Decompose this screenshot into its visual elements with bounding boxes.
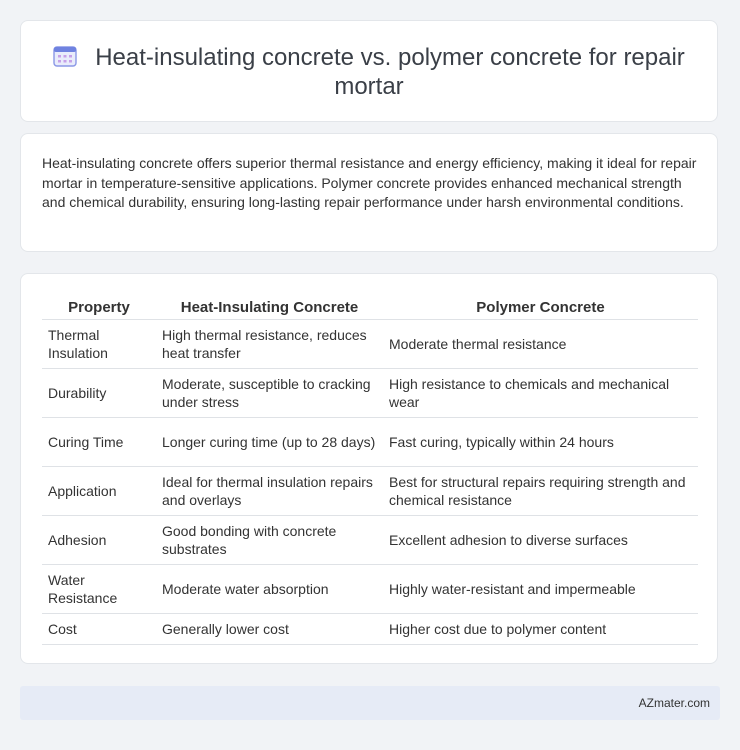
row-heat-insulating-value: Moderate water absorption bbox=[156, 565, 383, 614]
row-property: Durability bbox=[42, 369, 156, 418]
comparison-table bbox=[42, 293, 698, 645]
row-heat-insulating-value: Longer curing time (up to 28 days) bbox=[156, 418, 383, 467]
page-title-text: Heat-insulating concrete vs. polymer concrete for repair mortar bbox=[95, 44, 685, 100]
table-row bbox=[42, 565, 698, 614]
column-header-heat-insulating: Heat-Insulating Concrete bbox=[156, 293, 383, 320]
table-header-row bbox=[42, 293, 698, 320]
table-row bbox=[42, 369, 698, 418]
row-polymer-value: Moderate thermal resistance bbox=[383, 320, 698, 369]
column-header-polymer: Polymer Concrete bbox=[383, 293, 698, 320]
title-card bbox=[20, 20, 718, 122]
row-property: Water Resistance bbox=[42, 565, 156, 614]
row-polymer-value: Fast curing, typically within 24 hours bbox=[383, 418, 698, 467]
row-heat-insulating-value: Good bonding with concrete substrates bbox=[156, 516, 383, 565]
row-property: Thermal Insulation bbox=[42, 320, 156, 369]
table-row bbox=[42, 467, 698, 516]
comparison-card bbox=[20, 273, 718, 664]
row-property: Adhesion bbox=[42, 516, 156, 565]
page-title bbox=[41, 43, 697, 101]
table-row bbox=[42, 614, 698, 645]
summary-card bbox=[20, 133, 718, 252]
footer-bar bbox=[20, 686, 720, 720]
row-heat-insulating-value: Moderate, susceptible to cracking under stress bbox=[156, 369, 383, 418]
row-heat-insulating-value: Generally lower cost bbox=[156, 614, 383, 645]
row-property: Cost bbox=[42, 614, 156, 645]
row-heat-insulating-value: Ideal for thermal insulation repairs and overlays bbox=[156, 467, 383, 516]
row-property: Curing Time bbox=[42, 418, 156, 467]
title-wrap bbox=[41, 43, 697, 101]
footer-brand: AZmater.com bbox=[638, 696, 710, 710]
row-property: Application bbox=[42, 467, 156, 516]
table-row bbox=[42, 320, 698, 369]
row-polymer-value: Highly water-resistant and impermeable bbox=[383, 565, 698, 614]
summary-text: Heat-insulating concrete offers superior thermal resistance and energy efficiency, making it ideal for repair mortar in temperature-sensitive applications. Polymer concrete provides enhanced mechanical strength and chemical durability, ensuring long-lasting repair performance under harsh environmental conditions. bbox=[42, 155, 697, 210]
row-polymer-value: High resistance to chemicals and mechanical wear bbox=[383, 369, 698, 418]
row-polymer-value: Best for structural repairs requiring strength and chemical resistance bbox=[383, 467, 698, 516]
calendar-icon bbox=[53, 45, 77, 67]
table-row bbox=[42, 516, 698, 565]
row-heat-insulating-value: High thermal resistance, reduces heat transfer bbox=[156, 320, 383, 369]
table-row bbox=[42, 418, 698, 467]
row-polymer-value: Higher cost due to polymer content bbox=[383, 614, 698, 645]
column-header-property: Property bbox=[42, 293, 156, 320]
row-polymer-value: Excellent adhesion to diverse surfaces bbox=[383, 516, 698, 565]
